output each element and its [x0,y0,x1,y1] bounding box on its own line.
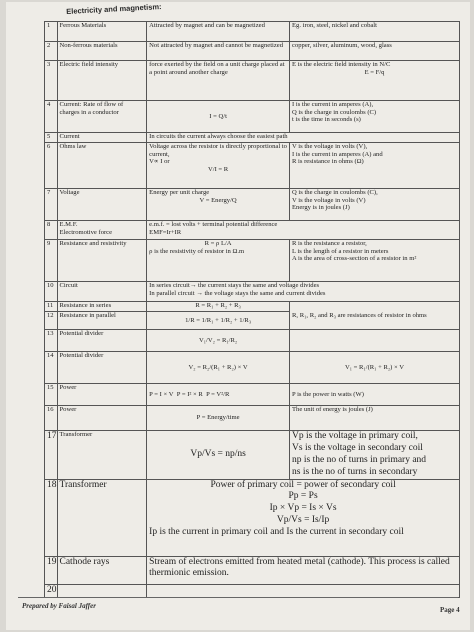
note-line: A is the area of cross-section of a resistor in m² [292,255,417,263]
row-number: 20 [45,584,58,597]
row-number: 17 [45,431,58,480]
formula: Pp = Ps [288,491,318,502]
table-row [45,384,460,406]
definition-cell: Stream of electrons emitted from heated metal (cathode). This process is called thermionic emission. [147,556,460,584]
table-row [45,406,460,431]
note-line: L is the length of a resistor in meters [292,247,389,255]
row-number: 6 [45,143,58,189]
term-cell: Transformer [57,431,147,480]
table-row [45,133,460,143]
formula: P = I² × R [176,390,203,398]
row-number: 11 [45,302,58,312]
note-cell: Eg. iron, steel, nickel and cobalt [290,22,460,42]
term-cell: Circuit [57,282,147,302]
formula: Vp/Vs = np/ns [147,431,290,480]
note-line: I is the current in amperes (A), [292,101,374,108]
note-line: I is the current in amperes (A) and [292,150,383,158]
term-cell: Electric field intensity [57,61,147,101]
page-title: Electricity and magnetism: [66,2,162,16]
formula: V/I = R [207,165,229,173]
formula: R = ρ L/A [204,240,232,247]
row-number: 2 [45,42,58,61]
definition-line: V∝ I or [149,158,170,166]
formula: V = Energy/Q [199,196,237,204]
formula-cell [147,384,290,406]
formula: V₁/V₂ = R₁/R₂ [147,330,290,352]
term-cell: Potential divider [57,330,147,352]
definition-cell: In circuits the current always choose the easiest path [147,133,460,143]
definition-cell [147,584,460,597]
table-row [45,189,460,221]
note-line: V is the voltage in volts (V), [292,143,368,150]
table-row [45,22,460,42]
term-cell: Potential divider [57,352,147,384]
formula: V₁ = R₁/(R₁ + R₂) × V [290,352,460,384]
definition-line: Voltage across the resistor is directly proportional to current, [149,143,287,158]
definition-line: Energy per unit charge [149,189,210,196]
definition-line: Ip is the current in primary coil and Is the current in secondary coil [149,527,404,537]
row-number: 1 [45,22,58,42]
term-cell: Power [57,406,147,431]
formula: Ip × Vp = Is × Vs [269,503,337,514]
definition-cell: Attracted by magnet and can be magnetized [147,22,290,42]
row-number: 4 [45,101,58,133]
row-number: 3 [45,61,58,101]
note-line: R is resistance in ohms (Ω) [292,158,364,166]
definition-cell [147,240,290,282]
note-line: V is the voltage in volts (V) [292,196,366,204]
definition-cell: force exerted by the field on a unit charge placed at a point around another charge [147,61,290,101]
definition-line: Power of primary coil = power of secondary coil [210,479,396,490]
term-line: Electromotive force [59,228,113,236]
table-row [45,556,460,584]
definition-cell: Not attracted by magnet and cannot be magnetized [147,42,290,61]
row-number: 13 [45,330,58,352]
term-cell: Ferrous Materials [57,22,147,42]
definition-cell [147,479,460,556]
note-line: Q is the charge in coulombs (C), [292,189,378,196]
row-number: 10 [45,282,58,302]
note-line: Energy is in joules (J) [292,204,350,212]
term-cell: Resistance in parallel [57,312,147,330]
row-number: 15 [45,384,58,406]
formula: R = R₁ + R₂ + R₃ [147,302,290,312]
table-row [45,282,460,302]
note-cell: P is the power in watts (W) [290,384,460,406]
table-row [45,61,460,101]
note-line: R is the resistance a resistor, [292,240,367,247]
formula: P = Energy/time [147,406,290,431]
note-cell [290,101,460,133]
term-cell: Voltage [57,189,147,221]
formula: 1/R = 1/R₁ + 1/R₂ + 1/R₃ [147,312,290,330]
term-cell [57,584,147,597]
table-row [45,42,460,61]
term-cell: Non-ferrous materials [57,42,147,61]
term-cell: Current [57,133,147,143]
note-cell [290,189,460,221]
row-number: 8 [45,221,58,240]
definition-cell [147,282,460,302]
term-line: E.M.F. [59,221,78,228]
term-cell: Transformer [57,479,147,556]
term-cell: Resistance and resistivity [57,240,147,282]
row-number: 9 [45,240,58,282]
term-cell: Power [57,384,147,406]
table-row [45,330,460,352]
note-cell: R, R₁, R₂ and R₃ are resistances of resistor in ohms [290,302,460,330]
formula: P = V²/R [206,390,230,398]
footer-divider [18,597,458,598]
table-row [45,221,460,240]
note-line: Vp is the voltage in primary coil, [292,431,418,441]
note-line: t is the time in seconds (s) [292,116,361,124]
note-cell [290,143,460,189]
formula: I = Q/t [147,101,290,133]
table-row [45,143,460,189]
definition-cell [147,189,290,221]
note-line: Vs is the voltage in secondary coil [292,442,423,453]
term-cell: Ohms law [57,143,147,189]
term-cell: Resistance in series [57,302,147,312]
row-number: 7 [45,189,58,221]
term-cell: Cathode rays [57,556,147,584]
term-cell [57,221,147,240]
note-text: E is the electric field intensity in N/C [292,61,391,68]
note-cell [290,431,460,480]
note-line: Q is the charge in coulombs (C) [292,108,377,116]
notes-table [44,21,460,598]
table-row [45,584,460,597]
term-cell: Current: Rate of flow of charges in a conductor [57,101,147,133]
definition-cell [147,143,290,189]
note-cell [290,61,460,101]
definition-line: In parallel circuit → the voltage stays the same and current divides [149,289,326,297]
row-number: 14 [45,352,58,384]
note-cell: copper, silver, aluminum, wood, glass [290,42,460,61]
table-row [45,352,460,384]
formula: P = I × V [149,390,174,398]
definition-line: EMF=Ir+IR [149,228,182,236]
footer-author: Prepared by Faisal Jaffer [22,602,96,610]
table-row [45,302,460,312]
row-number: 5 [45,133,58,143]
note-line: ns is the no of turns in secondary [292,466,418,477]
formula: Vp/Vs = Is/Ip [276,515,330,526]
row-number: 19 [45,556,58,584]
formula: V₂ = R₂/(R₁ + R₂) × V [147,352,290,384]
page-number: Page 4 [440,606,460,614]
row-number: 12 [45,312,58,330]
table-row [45,101,460,133]
definition-cell [147,221,460,240]
note-cell [290,240,460,282]
note-line: np is the no of turns in primary and [292,454,427,465]
formula: E = F/q [364,68,385,76]
definition-line: In series circuit→ the current stays the same and voltage divides [149,282,320,289]
definition-line: ρ is the resistivity of resistor in Ω.m [149,247,245,255]
table-row [45,431,460,480]
definition-line: e.m.f. = lost volts + terminal potential difference [149,221,278,228]
note-cell [290,330,460,352]
note-cell: The unit of energy is joules (J) [290,406,460,431]
row-number: 18 [45,479,58,556]
table-row [45,479,460,556]
row-number: 16 [45,406,58,431]
table-row [45,240,460,282]
